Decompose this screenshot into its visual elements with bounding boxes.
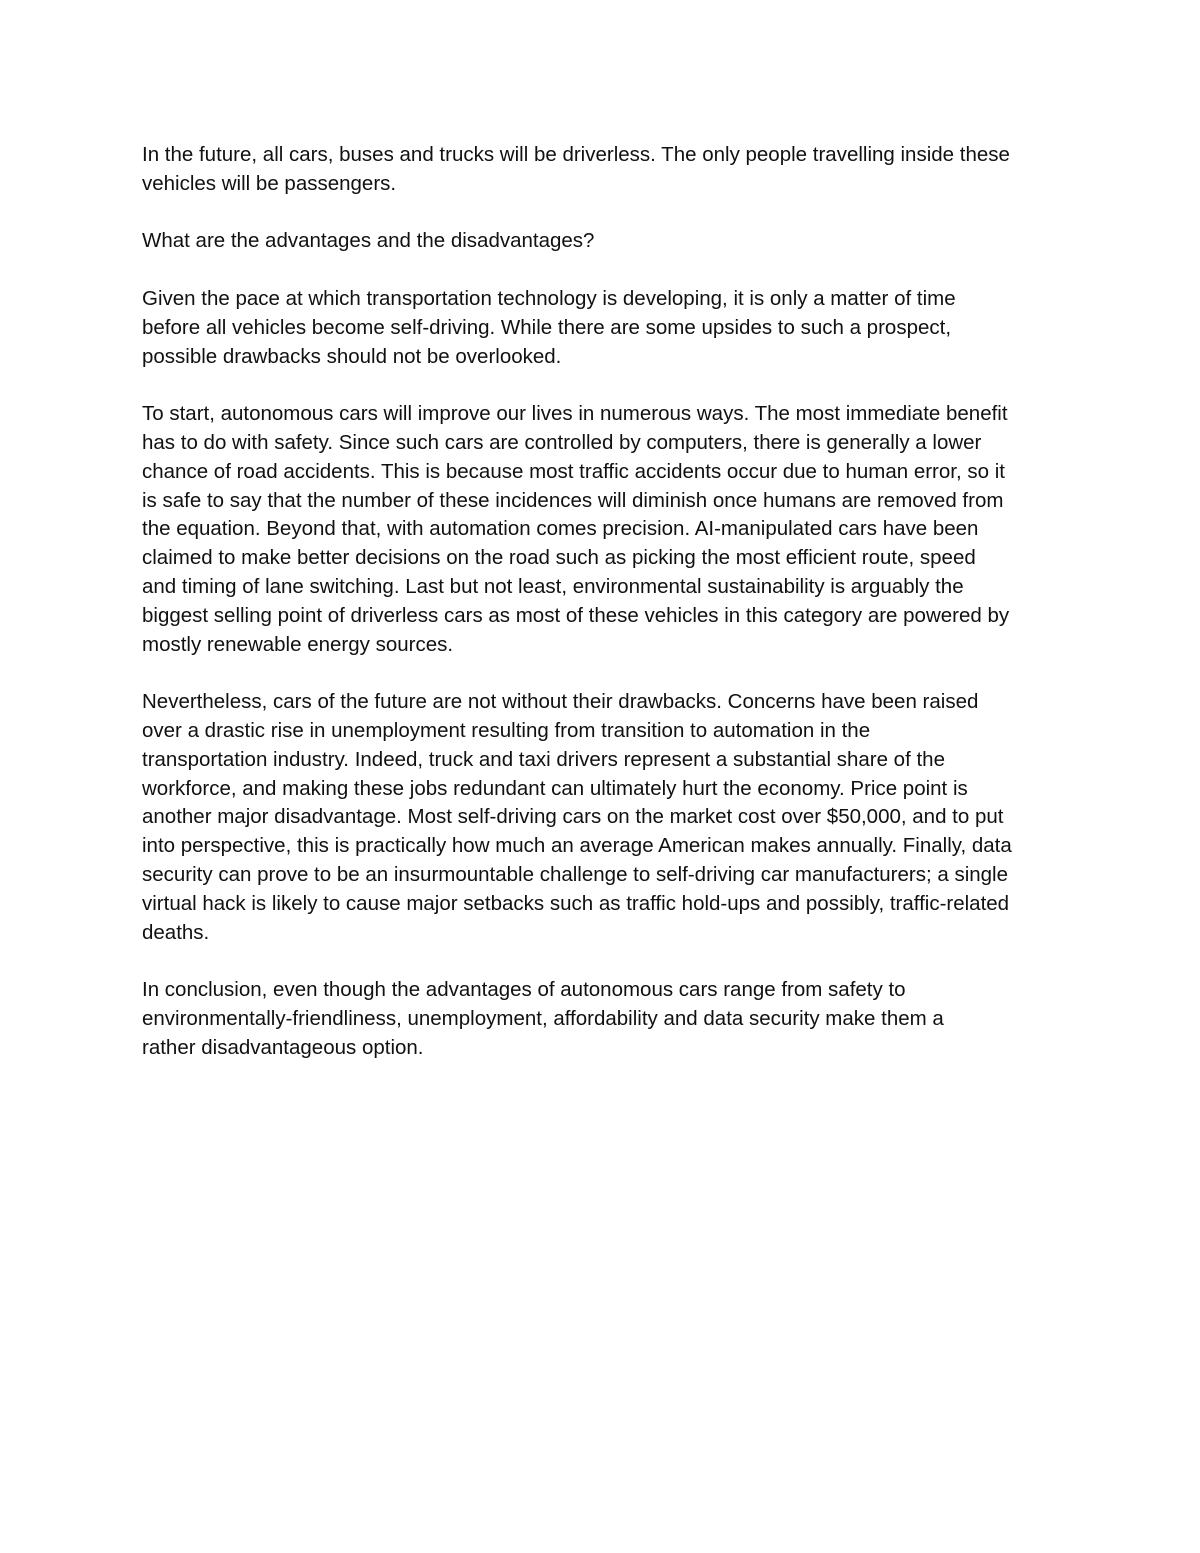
text-line: security can prove to be an insurmountable challenge to self-driving car manufacturers; a single xyxy=(142,862,1009,886)
paragraph-question xyxy=(142,227,1062,256)
text-line: possible drawbacks should not be overlooked. xyxy=(142,344,562,368)
document-body xyxy=(142,141,1062,1091)
text-line: over a drastic rise in unemployment resulting from transition to automation in the xyxy=(142,718,871,742)
paragraph-disadvantages xyxy=(142,688,1062,947)
text-line: claimed to make better decisions on the road such as picking the most efficient route, speed xyxy=(142,546,976,570)
text-line: and timing of lane switching. Last but not least, environmental sustainability is arguably the xyxy=(142,574,964,598)
paragraph-introduction xyxy=(142,285,1062,371)
text-line: In conclusion, even though the advantages of autonomous cars range from safety to xyxy=(142,978,906,1002)
text-line: another major disadvantage. Most self-driving cars on the market cost over $50,000, and to put xyxy=(142,805,1004,829)
text-line: mostly renewable energy sources. xyxy=(142,632,454,656)
paragraph-advantages xyxy=(142,400,1062,659)
text-line: Given the pace at which transportation technology is developing, it is only a matter of time xyxy=(142,286,956,310)
text-line: into perspective, this is practically how much an average American makes annually. Finally, data xyxy=(142,834,1012,858)
text-line: transportation industry. Indeed, truck and taxi drivers represent a substantial share of the xyxy=(142,747,945,771)
text-line: has to do with safety. Since such cars are controlled by computers, there is generally a lower xyxy=(142,430,982,454)
text-line: before all vehicles become self-driving. While there are some upsides to such a prospect, xyxy=(142,315,952,339)
text-line: biggest selling point of driverless cars as most of these vehicles in this category are powered by xyxy=(142,603,1010,627)
text-line: chance of road accidents. This is because most traffic accidents occur due to human error, so it xyxy=(142,459,1005,483)
text-line: rather disadvantageous option. xyxy=(142,1035,424,1059)
text-line: environmentally-friendliness, unemployment, affordability and data security make them a xyxy=(142,1006,944,1030)
text-line: is safe to say that the number of these incidences will diminish once humans are removed from xyxy=(142,488,1004,512)
text-line: Nevertheless, cars of the future are not without their drawbacks. Concerns have been raised xyxy=(142,690,979,714)
text-line: virtual hack is likely to cause major setbacks such as traffic hold-ups and possibly, traffic-related xyxy=(142,891,1010,915)
paragraph-conclusion xyxy=(142,976,1062,1062)
text-line: In the future, all cars, buses and trucks will be driverless. The only people travelling inside these xyxy=(142,143,1010,166)
text-line: What are the advantages and the disadvantages? xyxy=(142,229,595,253)
text-line: workforce, and making these jobs redundant can ultimately hurt the economy. Price point is xyxy=(142,776,968,800)
paragraph-prompt xyxy=(142,141,1062,199)
text-line: vehicles will be passengers. xyxy=(142,171,397,195)
text-line: the equation. Beyond that, with automation comes precision. AI-manipulated cars have been xyxy=(142,517,979,541)
text-line: deaths. xyxy=(142,920,210,944)
text-line: To start, autonomous cars will improve our lives in numerous ways. The most immediate benefit xyxy=(142,402,1008,426)
